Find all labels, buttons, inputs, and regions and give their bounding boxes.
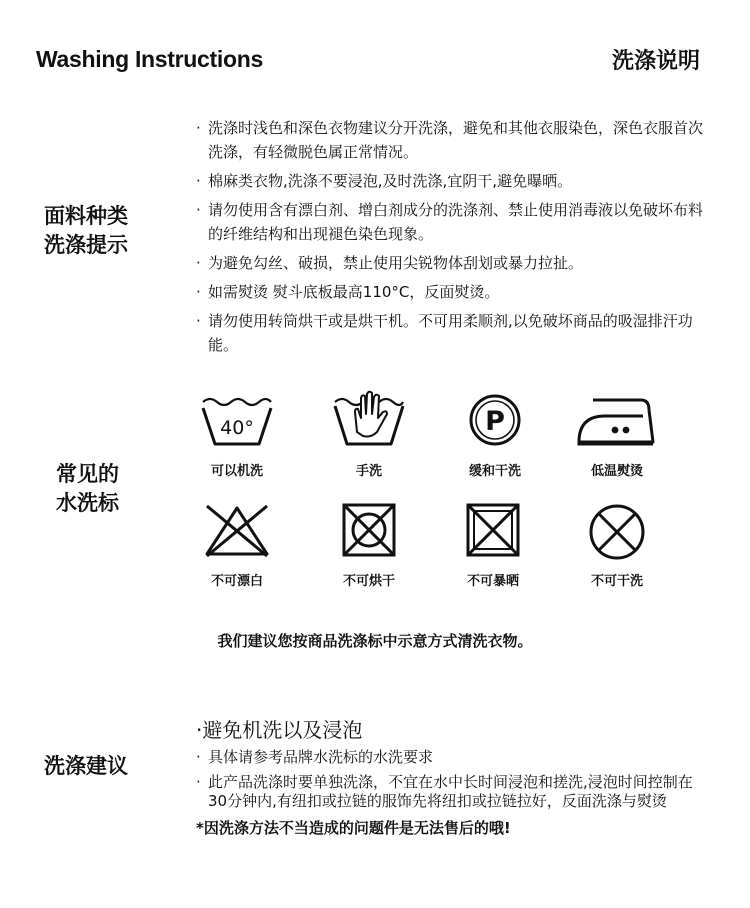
bullet-item — [196, 280, 716, 304]
bullet-item — [196, 309, 716, 357]
advice-text: 具体请参考品牌水洗标的水洗要求 — [208, 748, 434, 766]
symbol-no-tumble-dry — [314, 502, 424, 589]
hand-wash-icon — [331, 388, 407, 448]
symbol-label: 不可漂白 — [210, 574, 263, 589]
bullet-text: 请勿使用转筒烘干或是烘干机。不可用柔顺剂,以免破坏商品的吸湿排汗功能。 — [208, 312, 693, 354]
fabric-label-line1: 面料种类 — [44, 204, 128, 228]
after-sales-warning: *因洗涤方法不当造成的问题件是无法售后的哦! — [196, 819, 511, 837]
advice-section-label: 洗涤建议 — [44, 754, 128, 778]
fabric-bullet-list — [196, 116, 716, 362]
symbol-low-iron — [562, 392, 672, 479]
title-english: Washing Instructions — [36, 46, 263, 72]
bullet-dot: · — [196, 312, 201, 330]
dry-clean-p-icon — [467, 392, 523, 448]
advice-text: 此产品洗涤时要单独洗涤，不宜在水中长时间浸泡和搓洗,浸泡时间控制在30分钟内,有纽扣或拉链的服饰先将纽扣或拉链拉好，反面洗涤与熨烫 — [208, 773, 693, 810]
bullet-dot: · — [196, 283, 201, 301]
bullet-item — [196, 116, 716, 164]
no-dry-clean-icon — [587, 502, 647, 562]
bullet-dot: · — [196, 773, 201, 791]
symbols-label-line2: 水洗标 — [56, 491, 119, 515]
advice-headline: ·避免机洗以及浸泡 — [196, 718, 363, 742]
advice-item — [196, 773, 706, 811]
bullet-dot: · — [196, 201, 201, 219]
symbol-label: 不可烘干 — [342, 574, 395, 589]
bullet-text: 洗涤时浅色和深色衣物建议分开洗涤，避免和其他衣服染色，深色衣服首次洗涤，有轻微脱色属正常情况。 — [208, 119, 704, 161]
bullet-item — [196, 198, 716, 246]
advice-item — [196, 748, 706, 767]
wash-temp-label: 40° — [220, 417, 254, 439]
dry-clean-letter: P — [485, 406, 505, 437]
no-tumble-dry-icon — [339, 502, 399, 558]
bullet-text: 为避免勾丝、破损，禁止使用尖锐物体刮划或暴力拉扯。 — [208, 254, 584, 272]
bullet-dot: · — [196, 748, 201, 766]
bullet-dot: · — [196, 254, 201, 272]
machine-wash-40-icon — [199, 392, 275, 448]
symbol-label: 不可干洗 — [590, 574, 643, 589]
bullet-item — [196, 251, 716, 275]
fabric-label-line2: 洗涤提示 — [44, 233, 128, 257]
symbol-no-dry-clean — [562, 502, 672, 589]
symbol-no-sun-dry — [438, 502, 548, 589]
fabric-section-label — [44, 202, 128, 260]
advice-list — [196, 716, 706, 838]
symbol-label: 低温熨烫 — [590, 464, 643, 479]
symbol-label: 不可暴晒 — [466, 574, 519, 589]
symbol-label: 缓和干洗 — [468, 464, 521, 479]
symbol-no-bleach — [182, 502, 292, 589]
bullet-text: 请勿使用含有漂白剂、增白剂成分的洗涤剂、禁止使用消毒液以免破坏布料的纤维结构和出现褪色染色现象。 — [208, 201, 704, 243]
bullet-dot: · — [196, 172, 201, 190]
low-iron-icon — [575, 392, 659, 448]
no-bleach-icon — [199, 502, 275, 558]
symbol-label: 手洗 — [355, 464, 382, 479]
symbol-label: 可以机洗 — [210, 464, 263, 479]
bullet-dot: · — [196, 119, 201, 137]
bullet-text: 如需熨烫 熨斗底板最高110°C，反面熨烫。 — [208, 283, 500, 301]
symbol-machine-wash — [182, 392, 292, 479]
symbols-section-label — [56, 460, 119, 518]
title-chinese: 洗涤说明 — [612, 49, 701, 74]
symbol-hand-wash — [314, 388, 424, 479]
symbols-label-line1: 常见的 — [56, 462, 119, 486]
bullet-item — [196, 169, 716, 193]
no-sun-dry-icon — [463, 502, 523, 558]
recommendation-note: 我们建议您按商品洗涤标中示意方式清洗衣物。 — [217, 632, 533, 650]
bullet-text: 棉麻类衣物,洗涤不要浸泡,及时洗涤,宜阴干,避免曝晒。 — [208, 172, 573, 190]
symbol-gentle-dry-clean — [440, 392, 550, 479]
